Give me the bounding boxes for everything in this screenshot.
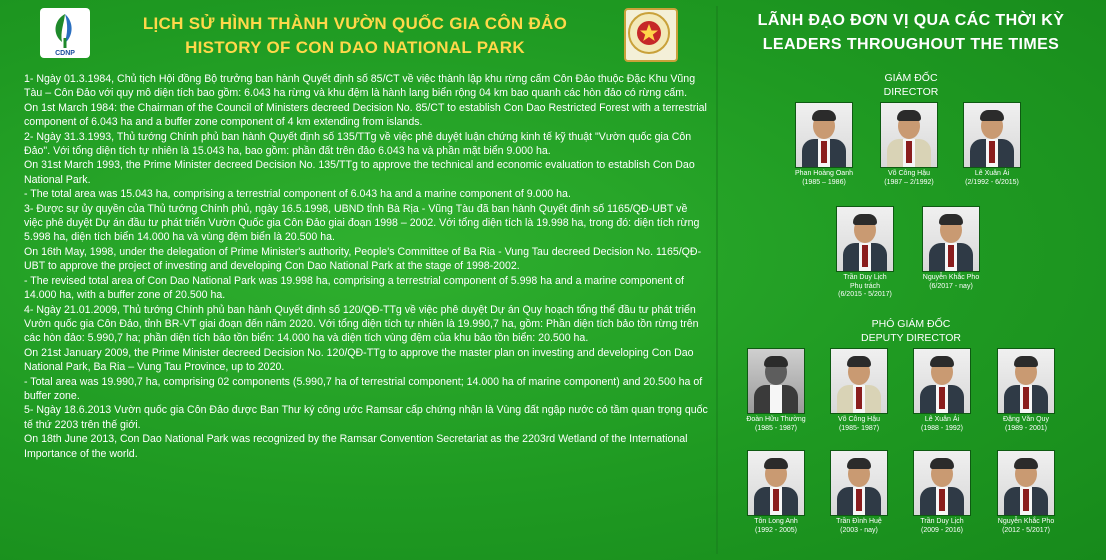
- person-name: Tôn Long Anh: [754, 518, 798, 525]
- person-term: (1987 – 2/1992): [884, 178, 934, 186]
- person-name: Đặng Văn Quy: [1003, 416, 1049, 423]
- history-paragraph: On 21st January 2009, the Prime Minister decreed Decision No. 120/QĐ-TTg to approve the master plan on investing and developing Con Dao National Park, Ba Ria – Vung Tau Province, up to 2020.: [24, 346, 694, 374]
- person-name: Võ Công Hậu: [887, 170, 931, 177]
- person-name: Trần Đình Huệ: [836, 518, 882, 525]
- history-paragraph: 4- Ngày 21.01.2009, Thủ tướng Chính phủ ban hành Quyết định số 120/QĐ-TTg về việc phê duyệt Dự án Quy hoạch tổng thể đầu tư phát triển Vườn quốc gia Côn Đảo, tỉnh BR-VT giai đoạn đến năm 2020. Với tổng diện tích tự nhiên là 19.990,7 ha, gồm: Phần diện tích bảo tồn rừng trên các hòn đảo: 5.990,7 ha; phần diện tích bảo tồn biển: 14.000 ha và diện tích vùng đệm của khu bảo tồn biển: 20.500 ha.: [24, 303, 699, 345]
- history-title-en: HISTORY OF CON DAO NATIONAL PARK: [185, 38, 525, 57]
- person-name: Phan Hoàng Oanh: [795, 170, 853, 177]
- portrait-photo: [913, 348, 971, 414]
- deputy-card: [824, 348, 894, 433]
- leaders-panel: [716, 0, 1106, 560]
- portrait-photo: [880, 102, 938, 168]
- deputy-card: [907, 348, 977, 433]
- deputy-card: [741, 450, 811, 535]
- deputy-heading-vi: PHÓ GIÁM ĐỐC: [871, 318, 951, 330]
- person-term: (1985 – 1986): [802, 178, 846, 186]
- portrait-photo: [997, 348, 1055, 414]
- history-paragraph: 1- Ngày 01.3.1984, Chủ tịch Hội đồng Bộ trưởng ban hành Quyết định số 85/CT về việc thành lập khu rừng cấm Côn Đảo thuộc Đặc Khu Vũng Tàu – Côn Đảo với quy mô diện tích bao gồm: 6.043 ha rừng và khu đệm là hành lang biển rộng 04 km bao quanh các hòn đảo có rừng cấm.: [24, 73, 696, 100]
- portrait-photo: [913, 450, 971, 516]
- person-term: (1989 - 2001): [1004, 424, 1048, 432]
- director-card: [830, 206, 900, 300]
- person-term: (2009 - 2016): [920, 526, 964, 534]
- director-card: [957, 102, 1027, 187]
- deputy-card: [991, 450, 1061, 535]
- portrait-photo: [830, 348, 888, 414]
- director-card: [916, 206, 986, 291]
- deputy-heading-en: DEPUTY DIRECTOR: [861, 332, 961, 344]
- person-term: (6/2015 - 5/2017): [838, 291, 892, 298]
- director-card: [874, 102, 944, 187]
- person-term: (2/1992 - 6/2015): [965, 178, 1019, 186]
- person-term: (2012 - 5/2017): [1002, 526, 1050, 534]
- person-name: Nguyễn Khắc Pho: [997, 518, 1055, 525]
- history-paragraph: - Total area was 19.990,7 ha, comprising 02 components (5.990,7 ha of terrestrial component; 14.000 ha of marine component) and 20.500 ha of buffer zone.: [24, 375, 703, 402]
- cdnp-logo-icon: [40, 8, 90, 58]
- history-paragraph: On 16th May, 1998, under the delegation of Prime Minister's authority, People's Committee of Ba Ria - Vung Tau decreed Decision No. 1165/QĐ-UBT to approve the project of investing and developing Con Dao National Park at the stage of 1998-2002.: [24, 245, 702, 273]
- portrait-photo: [747, 450, 805, 516]
- person-name: Đoàn Hữu Thường: [746, 416, 806, 423]
- history-paragraph: 5- Ngày 18.6.2013 Vườn quốc gia Côn Đảo được Ban Thư ký công ước Ramsar cấp chứng nhận là Vùng đất ngập nước có tầm quan trọng quốc tế thứ 2203 trên thế giới.: [24, 404, 708, 431]
- portrait-photo: [795, 102, 853, 168]
- leaders-title-vi: LÃNH ĐẠO ĐƠN VỊ QUA CÁC THỜI KỲ: [757, 12, 1065, 29]
- person-term: (1985- 1987): [838, 424, 880, 432]
- portrait-photo: [836, 206, 894, 272]
- deputy-card: [741, 348, 811, 433]
- person-name: Lê Xuân Ái: [974, 170, 1010, 177]
- deputy-card: [824, 450, 894, 535]
- logo-text: CDNP: [55, 50, 75, 57]
- history-content: [24, 72, 708, 461]
- person-name: Trần Duy Lịch: [920, 518, 964, 525]
- history-paragraph: On 31st March 1993, the Prime Minister decreed Decision No. 135/TTg to approve the technical and economic evaluation to establish Con Dao National Park.: [24, 159, 695, 186]
- portrait-photo: [963, 102, 1021, 168]
- history-paragraph: 3- Được sự ủy quyền của Thủ tướng Chính phủ, ngày 16.5.1998, UBND tỉnh Bà Rịa - Vũng Tàu đã ban hành Quyết định số 1165/QĐ-UBT về việc phê duyệt Dự án đầu tư phát triển Vườn Quốc gia Côn Đảo giai đoạn 1998 – 2002. Với tổng diện tích là 19.998 ha, trong đó: diện tích rừng 5.998 ha, diện tích biển 14.000 ha và vùng đệm biển là 20.500 ha.: [24, 202, 700, 244]
- deputy-card: [907, 450, 977, 535]
- person-term: (6/2017 - nay): [929, 282, 973, 290]
- history-paragraph: On 1st March 1984: the Chairman of the Council of Ministers decreed Decision No. 85/CT to establish Con Dao Restricted Forest with a terrestrial component of 6.043 ha and a buffer zone component of 4 km extending from islands.: [24, 101, 707, 129]
- person-term: (1988 - 1992): [920, 424, 964, 432]
- history-paragraph: - The revised total area of Con Dao National Park was 19.998 ha, comprising a terrestrial component of 5.998 ha and a marine component of 14.000 ha, with a buffer zone of 20.500 ha.: [24, 274, 684, 302]
- portrait-photo: [922, 206, 980, 272]
- person-name: Trần Duy Lịch: [843, 274, 887, 281]
- history-paragraph: 2- Ngày 31.3.1993, Thủ tướng Chính phủ ban hành Quyết định số 135/TTg về việc phê duyệt luận chứng kinh tế kỹ thuật "Vườn quốc gia Côn Đảo". Với tổng diện tích tự nhiên là 15.043 ha, bao gồm: phần đất trên đảo 6.043 ha và phần mặt biển 9.000 ha.: [24, 130, 692, 158]
- person-role: Phụ trách: [850, 282, 880, 290]
- deputy-card: [991, 348, 1061, 433]
- person-name: Lê Xuân Ái: [924, 416, 960, 423]
- person-name: Võ Công Hậu: [837, 416, 881, 423]
- history-paragraph: - The total area was 15.043 ha, comprising a terrestrial component of 6.043 ha and a marine component of 9.000 ha.: [24, 188, 571, 201]
- portrait-photo: [830, 450, 888, 516]
- person-term: (2003 - nay): [840, 526, 878, 534]
- director-heading-en: DIRECTOR: [883, 86, 939, 98]
- person-term: (1992 - 2005): [754, 526, 798, 534]
- portrait-photo: [747, 348, 805, 414]
- history-paragraph: On 18th June 2013, Con Dao National Park was recognized by the Ramsar Convention Secretariat as the 2203rd Wetland of the International Importance of the world.: [24, 433, 688, 460]
- emblem-icon: [624, 8, 678, 62]
- person-name: Nguyễn Khắc Pho: [922, 274, 980, 281]
- history-title-vi: LỊCH SỬ HÌNH THÀNH VƯỜN QUỐC GIA CÔN ĐẢO: [142, 14, 568, 33]
- leaders-title-en: LEADERS THROUGHOUT THE TIMES: [762, 36, 1060, 53]
- director-heading-vi: GIÁM ĐỐC: [884, 72, 938, 84]
- person-term: (1985 - 1987): [754, 424, 798, 432]
- portrait-photo: [997, 450, 1055, 516]
- director-card: [789, 102, 859, 187]
